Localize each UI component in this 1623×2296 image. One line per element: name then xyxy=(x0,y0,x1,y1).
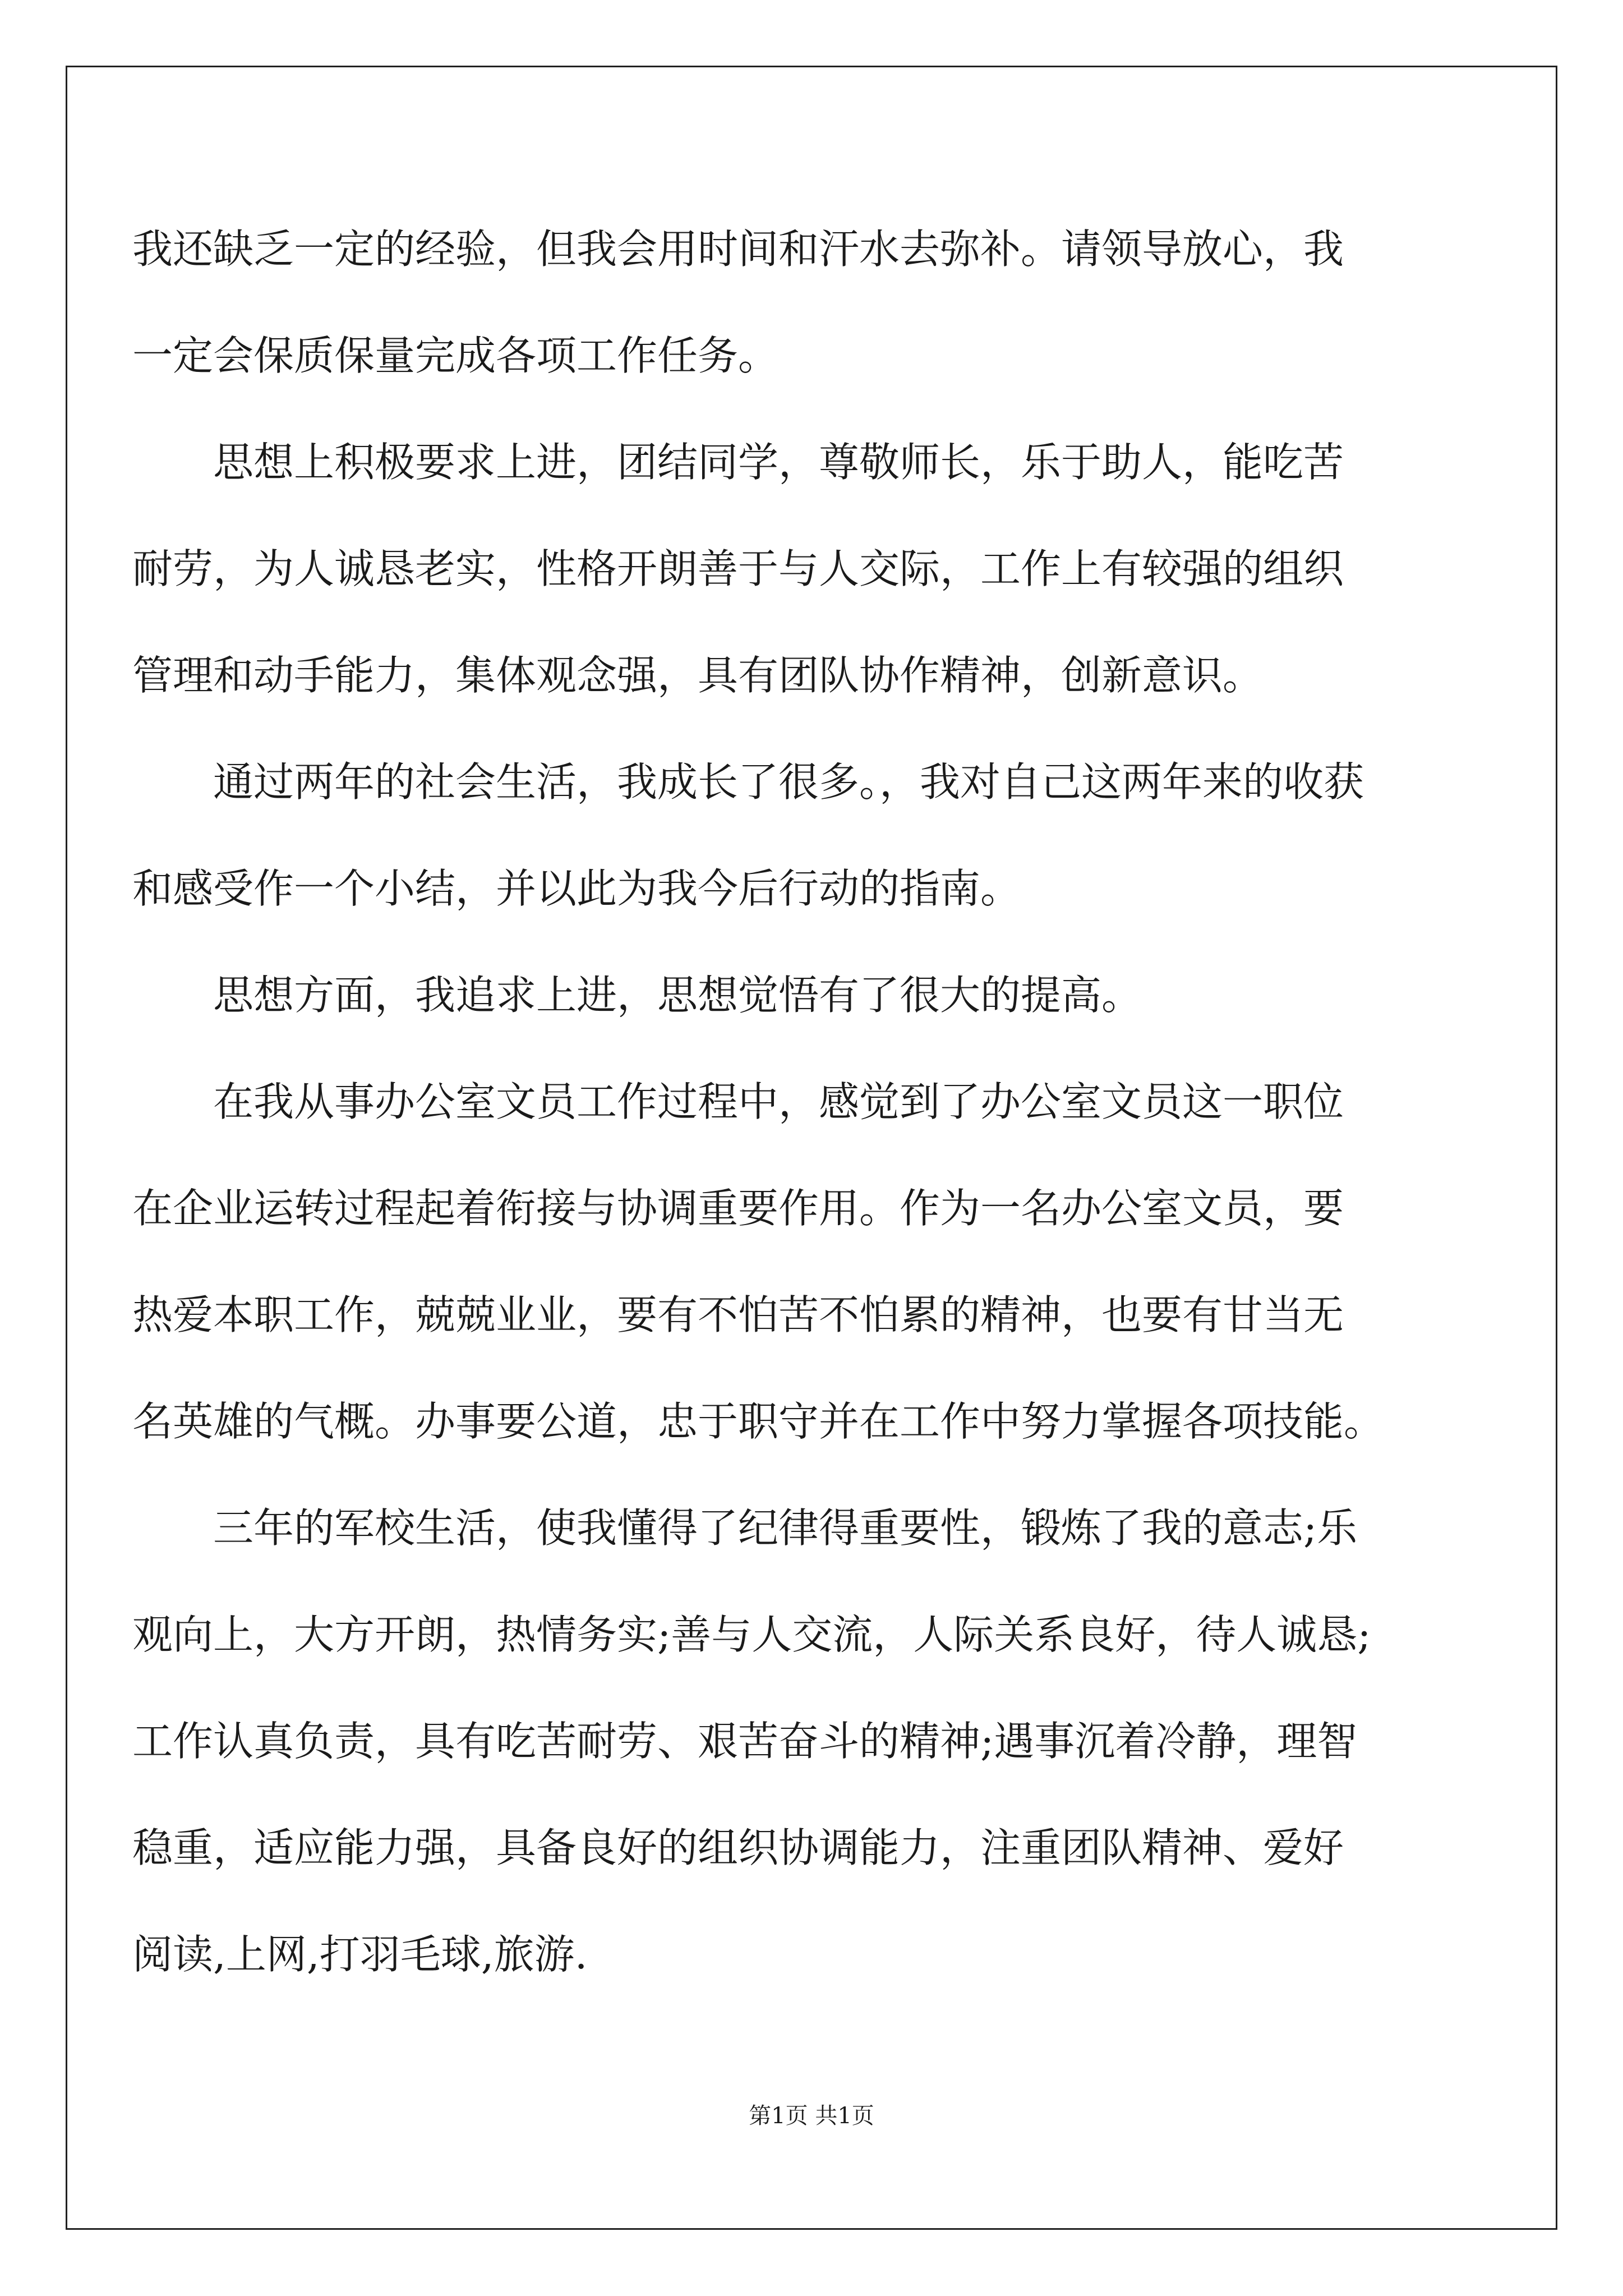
text-line: 工作认真负责，具有吃苦耐劳、艰苦奋斗的精神;遇事沉着冷静，理智 xyxy=(132,1718,1358,1765)
text-line: 在企业运转过程起着衔接与协调重要作用。作为一名办公室文员，要 xyxy=(132,1185,1344,1232)
paragraph-start-line: 思想方面，我追求上进，思想觉悟有了很大的提高。 xyxy=(213,972,1142,1019)
text-line: 名英雄的气概。办事要公道，忠于职守并在工作中努力掌握各项技能。 xyxy=(132,1398,1385,1445)
paragraph-start-line: 思想上积极要求上进，团结同学，尊敬师长，乐于助人，能吃苦 xyxy=(213,439,1344,486)
text-line: 热爱本职工作，兢兢业业，要有不怕苦不怕累的精神，也要有甘当无 xyxy=(132,1291,1344,1338)
page-border xyxy=(66,66,1557,2230)
paragraph-start-line: 通过两年的社会生活，我成长了很多。，我对自己这两年来的收获 xyxy=(213,758,1364,806)
text-line: 稳重，适应能力强，具备良好的组织协调能力，注重团队精神、爱好 xyxy=(132,1824,1344,1871)
text-line: 阅读,上网,打羽毛球,旅游. xyxy=(132,1931,588,1978)
text-line: 一定会保质保量完成各项工作任务。 xyxy=(132,332,779,379)
text-line: 和感受作一个小结，并以此为我今后行动的指南。 xyxy=(132,865,1021,912)
page-number: 第1页 共1页 xyxy=(749,2103,874,2129)
text-line: 观向上，大方开朗，热情务实;善与人交流，人际关系良好，待人诚恳; xyxy=(132,1611,1371,1658)
paragraph-start-line: 三年的军校生活，使我懂得了纪律得重要性，锻炼了我的意志;乐 xyxy=(213,1504,1358,1552)
text-line: 耐劳，为人诚恳老实，性格开朗善于与人交际，工作上有较强的组织 xyxy=(132,545,1344,592)
text-line: 我还缺乏一定的经验，但我会用时间和汗水去弥补。请领导放心，我 xyxy=(132,226,1344,273)
text-line: 管理和动手能力，集体观念强，具有团队协作精神，创新意识。 xyxy=(132,652,1264,699)
paragraph-start-line: 在我从事办公室文员工作过程中，感觉到了办公室文员这一职位 xyxy=(213,1078,1344,1125)
